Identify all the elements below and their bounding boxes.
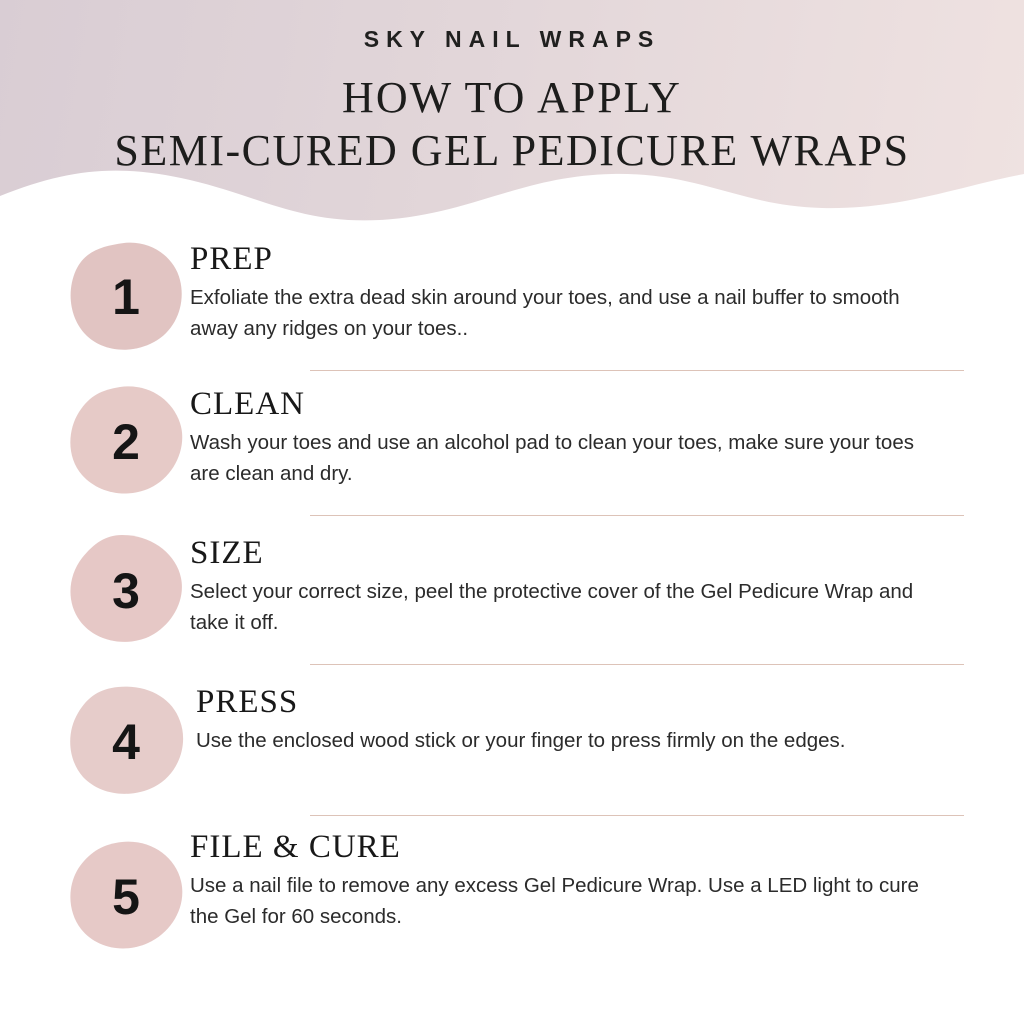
step-content	[190, 383, 964, 489]
step-content	[190, 238, 964, 344]
step-number: 4	[112, 714, 140, 770]
list-item	[0, 828, 1024, 956]
step-body: Use the enclosed wood stick or your finger to press firmly on the edges.	[196, 729, 846, 752]
step-number-blob	[62, 838, 190, 956]
step-title: CLEAN	[190, 386, 305, 422]
page-title-line-2: SEMI-CURED GEL PEDICURE WRAPS	[114, 126, 910, 175]
step-body: Use a nail file to remove any excess Gel Pedicure Wrap. Use a LED light to cure the Gel for 60 seconds.	[190, 874, 919, 928]
step-number-blob	[62, 532, 190, 650]
step-content	[190, 828, 964, 932]
step-divider	[310, 515, 964, 516]
list-item	[0, 238, 1024, 356]
step-number: 5	[112, 869, 140, 925]
step-number-blob	[62, 683, 190, 801]
brand-name: SKY NAIL WRAPS	[363, 26, 661, 52]
header-banner	[0, 0, 1024, 230]
step-body: Exfoliate the extra dead skin around your toes, and use a nail buffer to smooth away any ridges on your toes..	[190, 286, 900, 340]
step-number-blob	[62, 383, 190, 501]
step-divider	[310, 664, 964, 665]
step-divider	[310, 815, 964, 816]
step-title: PRESS	[196, 684, 299, 720]
step-content	[190, 677, 964, 756]
steps-list	[0, 232, 1024, 956]
step-title: PREP	[190, 241, 273, 277]
step-content	[190, 528, 964, 638]
step-body: Select your correct size, peel the protective cover of the Gel Pedicure Wrap and take it off.	[190, 580, 914, 634]
step-number-blob	[62, 238, 190, 356]
step-body: Wash your toes and use an alcohol pad to clean your toes, make sure your toes are clean and dry.	[190, 431, 914, 485]
list-item	[0, 528, 1024, 650]
step-divider	[310, 370, 964, 371]
step-number: 2	[112, 414, 140, 470]
list-item	[0, 677, 1024, 801]
step-title: SIZE	[190, 535, 264, 571]
list-item	[0, 383, 1024, 501]
step-number: 1	[112, 269, 140, 325]
step-title: FILE & CURE	[190, 829, 401, 865]
wave-divider	[0, 162, 1024, 230]
step-number: 3	[112, 563, 140, 619]
page-title-line-1: HOW TO APPLY	[342, 73, 682, 122]
